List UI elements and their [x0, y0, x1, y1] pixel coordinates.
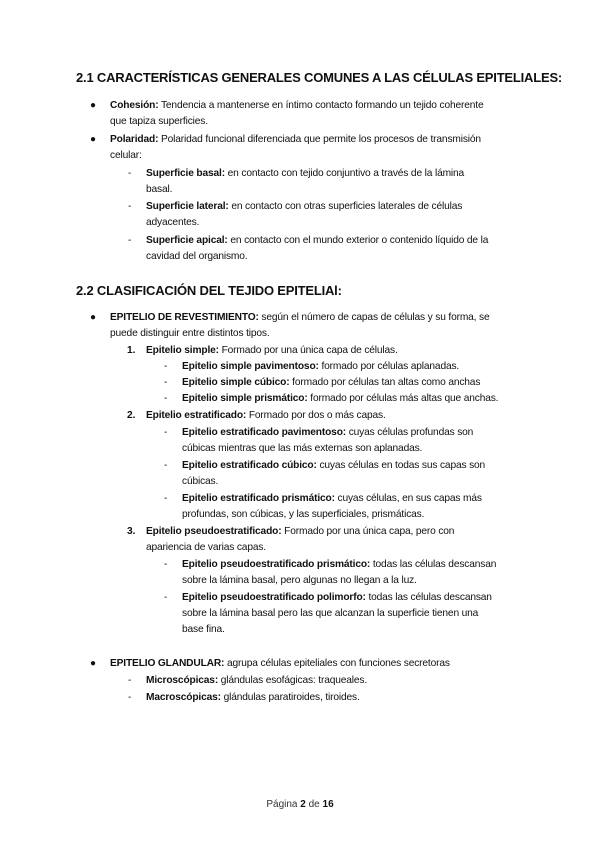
- basal-line-1: [146, 166, 464, 182]
- item-term: Epitelio pseudoestratificado prismático:: [182, 559, 371, 570]
- item-term: Epitelio estratificado prismático:: [182, 493, 335, 504]
- apical-line-1: [146, 233, 488, 249]
- list-item-continuation: cúbicas mientras que las más externas son aplanadas.: [182, 443, 423, 454]
- list-item: [182, 359, 459, 375]
- dash-icon: -: [164, 427, 168, 438]
- dash-icon: -: [164, 460, 168, 471]
- footer-total-pages: 16: [322, 799, 334, 810]
- lateral-text: en contacto con otras superficies laterales de células: [228, 201, 463, 212]
- glandular-term: EPITELIO GLANDULAR:: [110, 658, 225, 669]
- item-text: formado por células tan altas como anchas: [289, 377, 481, 388]
- dash-icon: -: [164, 592, 168, 603]
- list-item: [146, 690, 360, 706]
- polaridad-line-2: celular:: [110, 150, 142, 161]
- item-text: todas las células descansan: [365, 592, 492, 603]
- lateral-line-2: adyacentes.: [146, 217, 200, 228]
- list-item: [182, 491, 482, 507]
- dash-icon: -: [128, 201, 132, 212]
- apical-text: en contacto con el mundo exterior o contenido líquido de la: [227, 235, 489, 246]
- list-item-continuation: sobre la lámina basal pero las que alcanzan la superficie tienen una: [182, 608, 479, 619]
- basal-line-2: basal.: [146, 184, 173, 195]
- simple-term: Epitelio simple:: [146, 345, 219, 356]
- item-text: cuyas células profundas son: [346, 427, 474, 438]
- basal-term: Superficie basal:: [146, 168, 225, 179]
- pseudo-term: Epitelio pseudoestratificado:: [146, 526, 282, 537]
- list-item-continuation: sobre la lámina basal, pero algunas no llegan a la luz.: [182, 575, 417, 586]
- list-item-continuation: profundas, son cúbicas, y las superficiales, prismáticas.: [182, 509, 425, 520]
- lateral-line-1: [146, 199, 462, 215]
- dash-icon: -: [128, 168, 132, 179]
- dash-icon: -: [164, 559, 168, 570]
- item-term: Epitelio estratificado cúbico:: [182, 460, 317, 471]
- revestimiento-line-2: puede distinguir entre distintos tipos.: [110, 328, 270, 339]
- item-term: Epitelio simple cúbico:: [182, 377, 290, 388]
- list-item: [182, 425, 473, 441]
- estratificado-term: Epitelio estratificado:: [146, 410, 247, 421]
- item-text: cuyas células en todas sus capas son: [316, 460, 486, 471]
- pseudo-line-1: [146, 524, 454, 540]
- item-text: glándulas esofágicas: traqueales.: [218, 675, 368, 686]
- revestimiento-term: EPITELIO DE REVESTIMIENTO:: [110, 312, 259, 323]
- bullet-icon: ●: [90, 658, 97, 669]
- list-item-continuation: cúbicas.: [182, 476, 219, 487]
- dash-icon: -: [128, 675, 132, 686]
- cohesion-text: Tendencia a mantenerse en íntimo contacto formando un tejido coherente: [158, 100, 484, 111]
- section-title-2-1: 2.1 CARACTERÍSTICAS GENERALES COMUNES A LAS CÉLULAS EPITELIALES:: [76, 70, 563, 85]
- footer-current-page: 2: [300, 799, 306, 810]
- dash-icon: -: [128, 235, 132, 246]
- list-item: [146, 673, 367, 689]
- item-term: Microscópicas:: [146, 675, 219, 686]
- item-text: formado por células aplanadas.: [318, 361, 460, 372]
- dash-icon: -: [164, 361, 168, 372]
- item-term: Epitelio estratificado pavimentoso:: [182, 427, 347, 438]
- list-item: [182, 375, 480, 391]
- cohesion-line-2: que tapiza superficies.: [110, 116, 208, 127]
- footer-middle: de: [305, 799, 323, 810]
- dash-icon: -: [164, 393, 168, 404]
- list-item-continuation: base fina.: [182, 624, 225, 635]
- item-term: Epitelio simple pavimentoso:: [182, 361, 319, 372]
- dash-icon: -: [128, 692, 132, 703]
- item-text: todas las células descansan: [370, 559, 497, 570]
- pseudo-line-2: apariencia de varias capas.: [146, 542, 266, 553]
- lateral-term: Superficie lateral:: [146, 201, 229, 212]
- item-text: cuyas células, en sus capas más: [334, 493, 482, 504]
- item-term: Epitelio simple prismático:: [182, 393, 308, 404]
- apical-term: Superficie apical:: [146, 235, 228, 246]
- page-footer: [0, 799, 600, 810]
- list-item: [182, 458, 485, 474]
- list-number: 1.: [127, 345, 136, 356]
- list-item: [182, 590, 492, 606]
- item-text: formado por células más altas que anchas.: [307, 393, 499, 404]
- list-number: 3.: [127, 526, 136, 537]
- revestimiento-text: según el número de capas de células y su forma, se: [258, 312, 490, 323]
- estratificado-line: [146, 408, 386, 424]
- glandular-line: [110, 656, 450, 672]
- polaridad-line-1: [110, 132, 481, 148]
- footer-prefix: Página: [266, 799, 301, 810]
- list-item: [182, 391, 498, 407]
- bullet-icon: ●: [90, 312, 97, 323]
- cohesion-line-1: [110, 98, 483, 114]
- list-item: [182, 557, 496, 573]
- bullet-icon: ●: [90, 100, 97, 111]
- revestimiento-line-1: [110, 310, 490, 326]
- basal-text: en contacto con tejido conjuntivo a través de la lámina: [224, 168, 465, 179]
- polaridad-text: Polaridad funcional diferenciada que permite los procesos de transmisión: [158, 134, 481, 145]
- item-text: glándulas paratiroides, tiroides.: [220, 692, 360, 703]
- pseudo-text: Formado por una única capa, pero con: [281, 526, 455, 537]
- section-title-2-2: 2.2 CLASIFICACIÓN DEL TEJIDO EPITELIAl:: [76, 283, 342, 298]
- glandular-text: agrupa células epiteliales con funciones secretoras: [224, 658, 450, 669]
- dash-icon: -: [164, 377, 168, 388]
- item-term: Macroscópicas:: [146, 692, 221, 703]
- cohesion-term: Cohesión:: [110, 100, 159, 111]
- apical-line-2: cavidad del organismo.: [146, 251, 248, 262]
- item-term: Epitelio pseudoestratificado polimorfo:: [182, 592, 366, 603]
- simple-line: [146, 343, 398, 359]
- dash-icon: -: [164, 493, 168, 504]
- simple-text: Formado por una única capa de células.: [218, 345, 398, 356]
- estratificado-text: Formado por dos o más capas.: [246, 410, 386, 421]
- polaridad-term: Polaridad:: [110, 134, 159, 145]
- list-number: 2.: [127, 410, 136, 421]
- bullet-icon: ●: [90, 134, 97, 145]
